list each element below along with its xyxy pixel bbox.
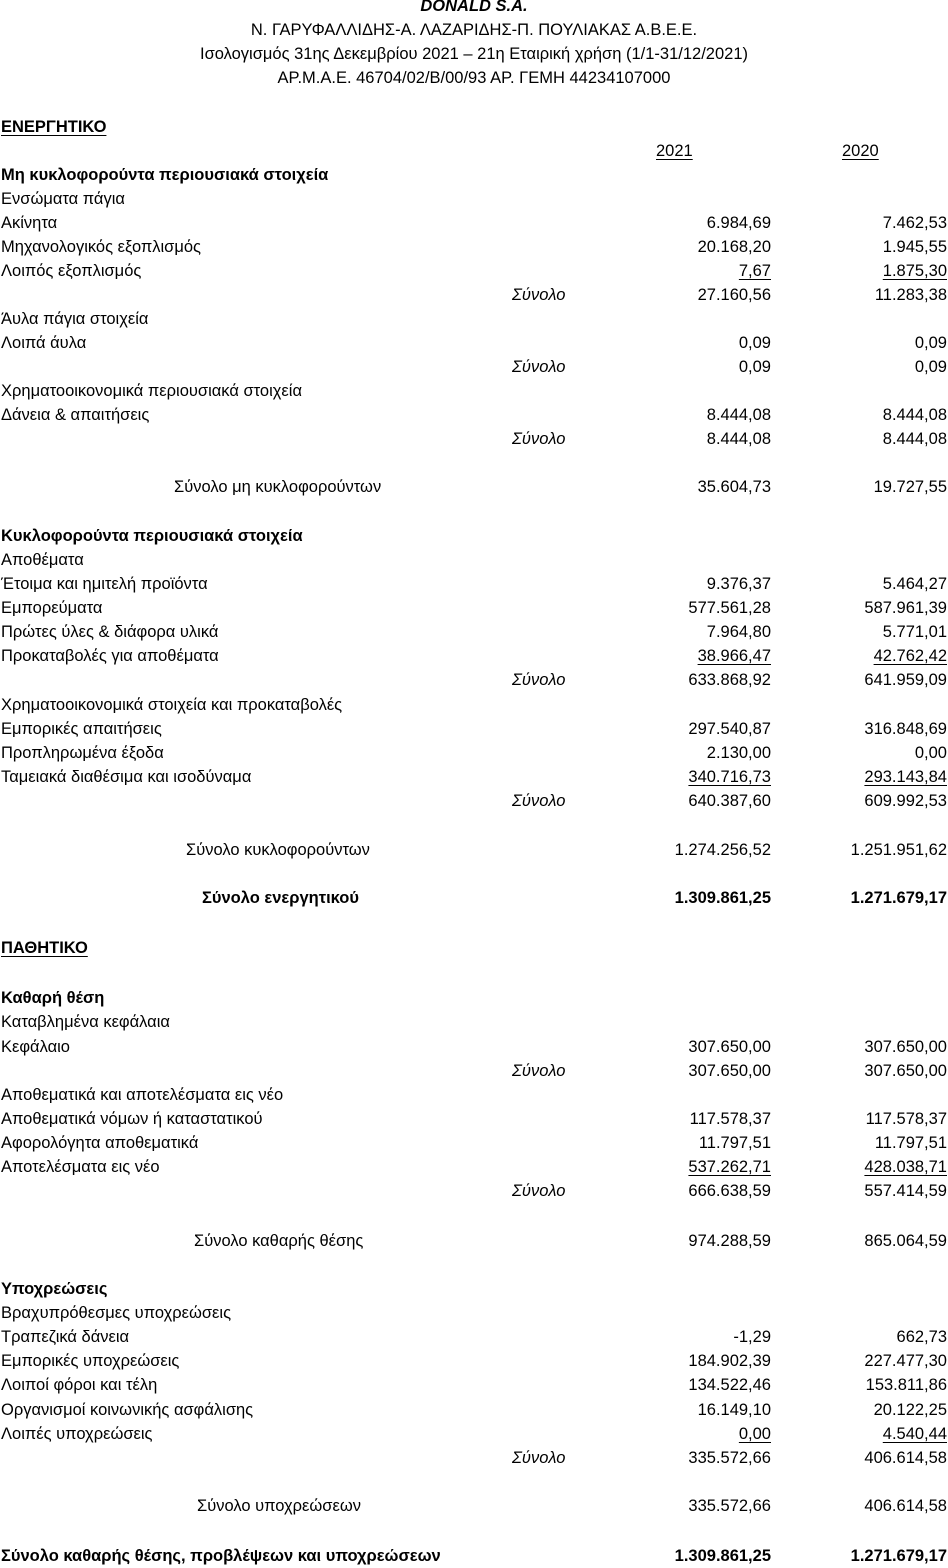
line-item xyxy=(0,597,948,619)
subtotal-label: Σύνολο xyxy=(512,1449,566,1467)
line-label: Κεφάλαιο xyxy=(1,1038,70,1056)
value-2021: 340.716,73 xyxy=(688,768,771,786)
line-label: Λοιπός εξοπλισμός xyxy=(1,262,142,280)
value-2021: 537.262,71 xyxy=(688,1158,771,1176)
line-label: Εμπορεύματα xyxy=(1,599,103,617)
total-label: Σύνολο υποχρεώσεων xyxy=(197,1497,361,1515)
section-heading xyxy=(0,937,948,959)
inventory-heading: Αποθέματα xyxy=(1,551,84,569)
line-item xyxy=(0,1399,948,1421)
value-2021: 38.966,47 xyxy=(697,647,771,665)
value-2021: 184.902,39 xyxy=(688,1352,771,1370)
paid-capital-heading: Καταβλημένα κεφάλαια xyxy=(1,1013,170,1031)
value-2021: 666.638,59 xyxy=(688,1182,771,1200)
value-2021: 633.868,92 xyxy=(688,671,771,689)
value-2020: 11.283,38 xyxy=(874,286,947,304)
subtotal-row xyxy=(0,1060,948,1082)
subgroup-heading xyxy=(0,1302,948,1324)
group-heading xyxy=(0,987,948,1009)
group-heading xyxy=(0,164,948,186)
value-2020: 42.762,42 xyxy=(873,647,947,665)
line-label: Λοιπά άυλα xyxy=(1,334,87,352)
line-item xyxy=(0,404,948,426)
subtotal-row xyxy=(0,284,948,306)
value-2020: 117.578,37 xyxy=(865,1110,947,1128)
fin-current-heading: Χρηματοοικονομικά στοιχεία και προκαταβολές xyxy=(1,696,343,714)
intangible-heading: Άυλα πάγια στοιχεία xyxy=(1,310,149,328)
value-2021: 0,09 xyxy=(738,334,771,352)
value-2021: 7,67 xyxy=(738,262,771,280)
value-2021: 117.578,37 xyxy=(689,1110,771,1128)
value-2021: 2.130,00 xyxy=(706,744,771,762)
line-label: Τραπεζικά δάνεια xyxy=(1,1328,130,1346)
line-label: Αφορολόγητα αποθεματικά xyxy=(1,1134,199,1152)
subgroup-heading xyxy=(0,1084,948,1106)
equity-heading: Καθαρή θέση xyxy=(1,989,105,1007)
subgroup-heading xyxy=(0,308,948,330)
value-2020: 8.444,08 xyxy=(882,430,947,448)
line-item xyxy=(0,718,948,740)
value-2020: 4.540,44 xyxy=(882,1425,947,1443)
line-item xyxy=(0,1423,948,1445)
section-heading xyxy=(0,116,948,138)
line-label: Εμπορικές απαιτήσεις xyxy=(1,720,162,738)
total-label: Σύνολο μη κυκλοφορούντων xyxy=(174,478,382,496)
subgroup-heading xyxy=(0,188,948,210)
value-2021: 8.444,08 xyxy=(706,406,771,424)
current-heading: Κυκλοφορούντα περιουσιακά στοιχεία xyxy=(1,527,303,545)
company-name: DONALD S.A. xyxy=(420,0,528,15)
value-2020: 227.477,30 xyxy=(864,1352,947,1370)
reserves-heading: Αποθεματικά και αποτελέσματα εις νέο xyxy=(1,1086,284,1104)
value-2020: 1.875,30 xyxy=(882,262,947,280)
value-2020: 1.945,55 xyxy=(882,238,947,256)
line-label: Ακίνητα xyxy=(1,214,58,232)
value-2020: 316.848,69 xyxy=(864,720,947,738)
registry-numbers: ΑΡ.Μ.Α.Ε. 46704/02/Β/00/93 ΑΡ. ΓΕΜΗ 44234107000 xyxy=(277,69,671,87)
subtotal-row xyxy=(0,356,948,378)
line-item xyxy=(0,1156,948,1178)
total-row xyxy=(0,1230,948,1252)
subtotal-label: Σύνολο xyxy=(512,430,566,448)
line-label: Πρώτες ύλες & διάφορα υλικά xyxy=(1,623,219,641)
subtotal-label: Σύνολο xyxy=(512,792,566,810)
subtotal-label: Σύνολο xyxy=(512,358,566,376)
line-item xyxy=(0,332,948,354)
value-2020: 5.771,01 xyxy=(882,623,947,641)
short-term-heading: Βραχυπρόθεσμες υποχρεώσεις xyxy=(1,1304,232,1322)
value-2021: 1.309.861,25 xyxy=(674,1547,771,1565)
value-2020: 307.650,00 xyxy=(864,1038,947,1056)
line-item xyxy=(0,742,948,764)
line-label: Έτοιμα και ημιτελή προϊόντα xyxy=(1,575,208,593)
value-2020: 1.271.679,17 xyxy=(850,1547,947,1565)
value-2020: 641.959,09 xyxy=(864,671,947,689)
value-2020: 428.038,71 xyxy=(864,1158,947,1176)
value-2020: 865.064,59 xyxy=(864,1232,947,1250)
value-2021: 307.650,00 xyxy=(688,1062,771,1080)
value-2020: 406.614,58 xyxy=(864,1449,947,1467)
line-label: Λοιποί φόροι και τέλη xyxy=(1,1376,158,1394)
group-heading xyxy=(0,1278,948,1300)
line-item xyxy=(0,1350,948,1372)
line-item xyxy=(0,1374,948,1396)
subtotal-label: Σύνολο xyxy=(512,1062,566,1080)
value-2020: 20.122,25 xyxy=(873,1401,947,1419)
line-label: Προπληρωμένα έξοδα xyxy=(1,744,164,762)
value-2021: 1.274.256,52 xyxy=(674,841,771,859)
value-2020: 0,09 xyxy=(914,334,947,352)
line-label: Ταμειακά διαθέσιμα και ισοδύναμα xyxy=(1,768,252,786)
subtotal-row xyxy=(0,790,948,812)
line-item xyxy=(0,1108,948,1130)
line-label: Μηχανολογικός εξοπλισμός xyxy=(1,238,202,256)
value-2020: 293.143,84 xyxy=(864,768,947,786)
total-row xyxy=(0,476,948,498)
subgroup-heading xyxy=(0,1011,948,1033)
line-item xyxy=(0,573,948,595)
value-2020: 587.961,39 xyxy=(864,599,947,617)
total-label: Σύνολο καθαρής θέσης, προβλέψεων και υποχρεώσεων xyxy=(1,1547,441,1565)
value-2021: 0,09 xyxy=(738,358,771,376)
total-label: Σύνολο ενεργητικού xyxy=(202,889,359,907)
value-2021: 6.984,69 xyxy=(706,214,771,232)
subtotal-row xyxy=(0,1180,948,1202)
line-item xyxy=(0,766,948,788)
year-2021-header: 2021 xyxy=(656,142,693,160)
value-2020: 153.811,86 xyxy=(865,1376,947,1394)
value-2021: 1.309.861,25 xyxy=(674,889,771,907)
subgroup-heading xyxy=(0,549,948,571)
financial-heading: Χρηματοοικονομικά περιουσιακά στοιχεία xyxy=(1,382,302,400)
line-item xyxy=(0,1326,948,1348)
tangible-heading: Ενσώματα πάγια xyxy=(1,190,125,208)
total-row xyxy=(0,1495,948,1517)
value-2021: 307.650,00 xyxy=(688,1038,771,1056)
value-2021: 0,00 xyxy=(738,1425,771,1443)
value-2021: 335.572,66 xyxy=(688,1449,771,1467)
subtotal-label: Σύνολο xyxy=(512,1182,566,1200)
value-2021: 9.376,37 xyxy=(706,575,771,593)
assets-heading: ΕΝΕΡΓΗΤΙΚΟ xyxy=(1,118,107,136)
value-2020: 609.992,53 xyxy=(864,792,947,810)
line-item xyxy=(0,212,948,234)
value-2021: 35.604,73 xyxy=(697,478,771,496)
value-2020: 5.464,27 xyxy=(882,575,947,593)
balance-sheet-period: Ισολογισμός 31ης Δεκεμβρίου 2021 – 21η Εταιρική χρήση (1/1-31/12/2021) xyxy=(200,45,748,63)
subtotal-row xyxy=(0,669,948,691)
value-2021: 640.387,60 xyxy=(688,792,771,810)
line-label: Οργανισμοί κοινωνικής ασφάλισης xyxy=(1,1401,254,1419)
noncurrent-heading: Μη κυκλοφορούντα περιουσιακά στοιχεία xyxy=(1,166,329,184)
value-2020: 7.462,53 xyxy=(882,214,947,232)
value-2021: 7.964,80 xyxy=(706,623,771,641)
grand-total-row xyxy=(0,887,948,909)
value-2021: 11.797,51 xyxy=(698,1134,771,1152)
value-2020: 0,09 xyxy=(914,358,947,376)
value-2020: 8.444,08 xyxy=(882,406,947,424)
total-label: Σύνολο κυκλοφορούντων xyxy=(186,841,370,859)
value-2021: 16.149,10 xyxy=(697,1401,771,1419)
subgroup-heading xyxy=(0,694,948,716)
group-heading xyxy=(0,525,948,547)
value-2020: 1.271.679,17 xyxy=(850,889,947,907)
line-item xyxy=(0,236,948,258)
value-2020: 406.614,58 xyxy=(864,1497,947,1515)
line-item xyxy=(0,1132,948,1154)
line-label: Προκαταβολές για αποθέματα xyxy=(1,647,219,665)
value-2021: 27.160,56 xyxy=(697,286,771,304)
line-item xyxy=(0,1036,948,1058)
grand-total-row xyxy=(0,1545,948,1567)
year-header-row xyxy=(0,140,948,162)
liabilities-heading: ΠΑΘΗΤΙΚΟ xyxy=(1,939,88,957)
value-2021: 8.444,08 xyxy=(706,430,771,448)
total-row xyxy=(0,839,948,861)
company-partners: Ν. ΓΑΡΥΦΑΛΛΙΔΗΣ-Α. ΛΑΖΑΡΙΔΗΣ-Π. ΠΟΥΛΙΑΚΑΣ Α.Β.Ε.Ε. xyxy=(250,21,698,39)
subtotal-row xyxy=(0,428,948,450)
line-label: Αποθεματικά νόμων ή καταστατικού xyxy=(1,1110,263,1128)
year-2020-header: 2020 xyxy=(842,142,879,160)
value-2021: 577.561,28 xyxy=(688,599,771,617)
total-label: Σύνολο καθαρής θέσης xyxy=(194,1232,364,1250)
value-2020: 557.414,59 xyxy=(864,1182,947,1200)
line-label: Αποτελέσματα εις νέο xyxy=(1,1158,160,1176)
value-2021: 974.288,59 xyxy=(688,1232,771,1250)
value-2021: 335.572,66 xyxy=(688,1497,771,1515)
subgroup-heading xyxy=(0,380,948,402)
line-item xyxy=(0,621,948,643)
line-label: Λοιπές υποχρεώσεις xyxy=(1,1425,153,1443)
line-item xyxy=(0,260,948,282)
value-2021: 297.540,87 xyxy=(688,720,771,738)
value-2020: 19.727,55 xyxy=(873,478,947,496)
line-label: Εμπορικές υποχρεώσεις xyxy=(1,1352,180,1370)
line-item xyxy=(0,645,948,667)
value-2021: -1,29 xyxy=(733,1328,771,1346)
subtotal-label: Σύνολο xyxy=(512,671,566,689)
value-2020: 662,73 xyxy=(896,1328,947,1346)
value-2020: 0,00 xyxy=(914,744,947,762)
value-2021: 20.168,20 xyxy=(697,238,771,256)
subtotal-label: Σύνολο xyxy=(512,286,566,304)
subtotal-row xyxy=(0,1447,948,1469)
obligations-heading: Υποχρεώσεις xyxy=(1,1280,108,1298)
value-2020: 11.797,51 xyxy=(874,1134,947,1152)
line-label: Δάνεια & απαιτήσεις xyxy=(1,406,150,424)
value-2020: 307.650,00 xyxy=(864,1062,947,1080)
value-2020: 1.251.951,62 xyxy=(850,841,947,859)
value-2021: 134.522,46 xyxy=(688,1376,771,1394)
